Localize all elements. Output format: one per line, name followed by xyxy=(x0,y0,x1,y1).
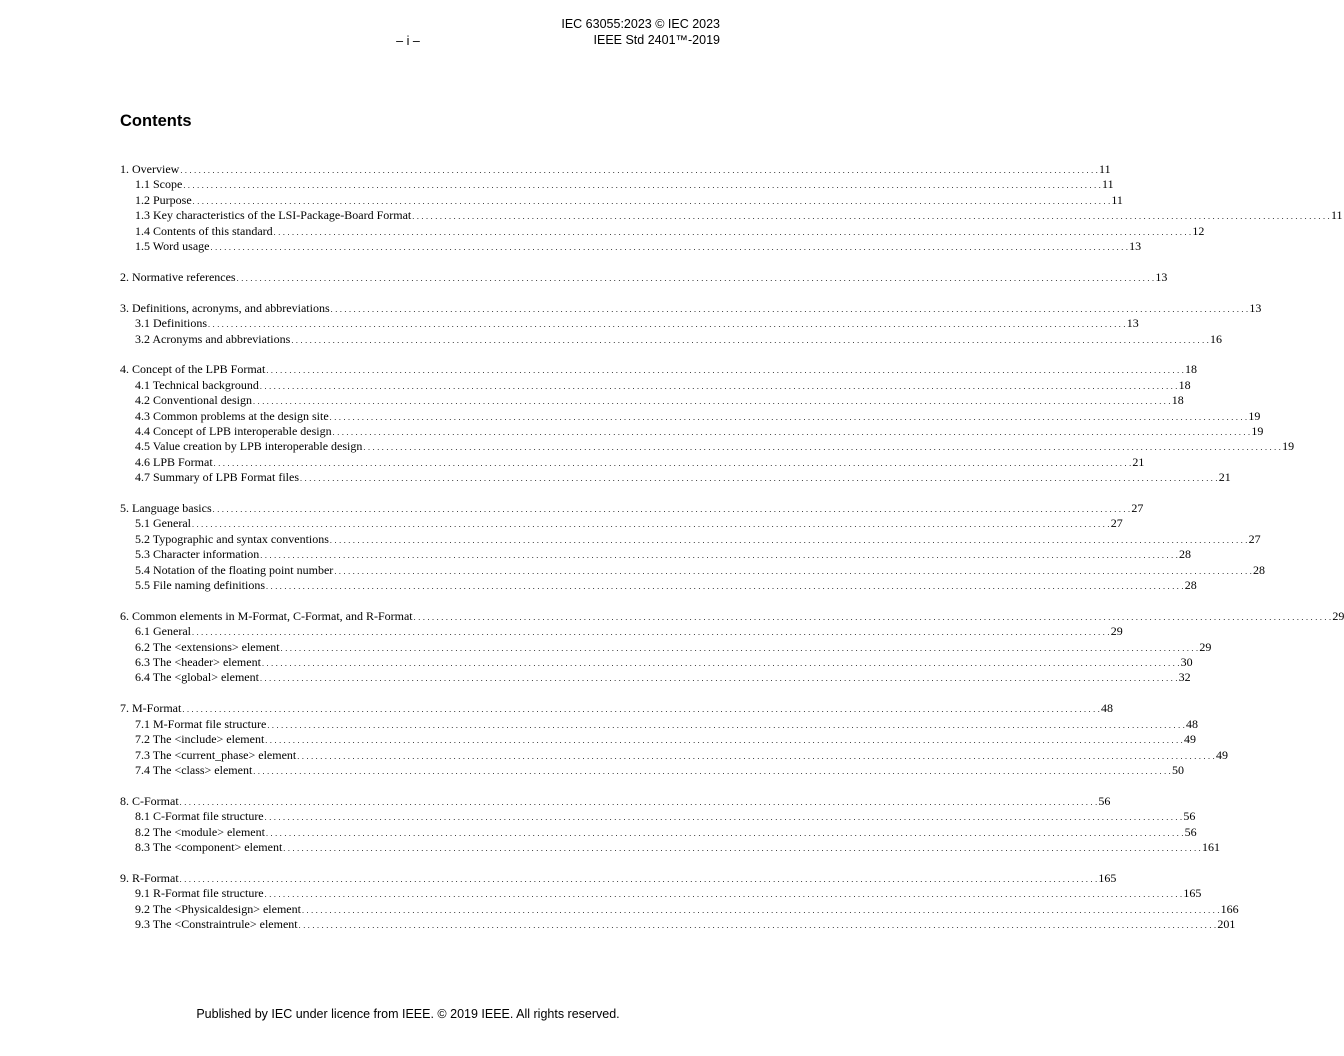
toc-dot-leader: . . . . . . . . . . . . . . . . . . . . . . . . . . . . . . . . . . . . . . . . . . . . . . . . . . . . . . . . . . . . . . . . . . . . . . . . . . . . . . . . . . . . . . . . . . . . . . . . . . . . . . . . . . . . . . . . . . . . . . . . . . . . . . . . . . . . . . . . . . . . . . . . . . . . . . . . . . . . . . . . . . . . . . . . . . . . . . . . . . . . . . . . . . . . . . . . . . . . . . . . xyxy=(260,551,1178,561)
toc-section xyxy=(120,362,1295,485)
toc-entry-title: 7.1 M-Format file structure xyxy=(135,716,267,731)
toc-subsection-entry[interactable] xyxy=(120,901,1239,917)
toc-entry-title: 9.1 R-Format file structure xyxy=(135,886,264,901)
toc-entry-page-number: 11 xyxy=(1330,208,1343,223)
toc-entry-page-number: 11 xyxy=(1102,177,1114,192)
toc-subsection-entry[interactable] xyxy=(120,516,1123,531)
toc-subsection-entry[interactable] xyxy=(120,393,1184,408)
toc-entry-page-number: 28 xyxy=(1179,547,1191,562)
toc-dot-leader: . . . . . . . . . . . . . . . . . . . . . . . . . . . . . . . . . . . . . . . . . . . . . . . . . . . . . . . . . . . . . . . . . . . . . . . . . . . . . . . . . . . . . . . . . . . . . . . . . . . . . . . . . . . . . . . . . . . . . . . . . . . . . . . . . . . . . . . . . . . . . . . . . . . . . . . . . . . . . . . . . . . . . . . . . . . . . . . . . . . . . . . . . . . . . . . . . . . . . . . . xyxy=(253,766,1171,776)
toc-dot-leader: . . . . . . . . . . . . . . . . . . . . . . . . . . . . . . . . . . . . . . . . . . . . . . . . . . . . . . . . . . . . . . . . . . . . . . . . . . . . . . . . . . . . . . . . . . . . . . . . . . . . . . . . . . . . . . . . . . . . . . . . . . . . . . . . . . . . . . . . . . . . . . . . . . . . . . . . . . . . . . . . . . . . . . . . . . . . . . . . . . . . . . . . . . . . . . . . . . . . . . . . xyxy=(283,843,1201,853)
toc-entry-page-number: 18 xyxy=(1171,393,1184,408)
toc-entry-page-number: 28 xyxy=(1184,577,1197,592)
toc-dot-leader: . . . . . . . . . . . . . . . . . . . . . . . . . . . . . . . . . . . . . . . . . . . . . . . . . . . . . . . . . . . . . . . . . . . . . . . . . . . . . . . . . . . . . . . . . . . . . . . . . . . . . . . . . . . . . . . . . . . . . . . . . . . . . . . . . . . . . . . . . . . . . . . . . . . . . . . . . . . . . . . . . . . . . . . . . . . . . . . . . . . . . . . . . . . . . . . . . . . . . . . . xyxy=(297,751,1215,761)
toc-entry-title: 4.2 Conventional design xyxy=(135,393,252,408)
toc-dot-leader: . . . . . . . . . . . . . . . . . . . . . . . . . . . . . . . . . . . . . . . . . . . . . . . . . . . . . . . . . . . . . . . . . . . . . . . . . . . . . . . . . . . . . . . . . . . . . . . . . . . . . . . . . . . . . . . . . . . . . . . . . . . . . . . . . . . . . . . . . . . . . . . . . . . . . . . . . . . . . . . . . . . . . . . . . . . . . . . . . . . . . . . . . . . . . . . . . . . . . . . . xyxy=(213,458,1132,468)
toc-entry-title: 6.2 The <extensions> element xyxy=(135,639,280,654)
toc-dot-leader: . . . . . . . . . . . . . . . . . . . . . . . . . . . . . . . . . . . . . . . . . . . . . . . . . . . . . . . . . . . . . . . . . . . . . . . . . . . . . . . . . . . . . . . . . . . . . . . . . . . . . . . . . . . . . . . . . . . . . . . . . . . . . . . . . . . . . . . . . . . . . . . . . . . . . . . . . . . . . . . . . . . . . . . . . . . . . . . . . . . . . . . . . . . . . . . . . . . . . . . . xyxy=(182,705,1101,715)
toc-entry-title: 5. Language basics xyxy=(120,501,212,516)
toc-subsection-entry[interactable] xyxy=(120,547,1191,562)
toc-subsection-entry[interactable] xyxy=(120,839,1220,855)
toc-entry-page-number: 13 xyxy=(1249,300,1262,315)
toc-subsection-entry[interactable] xyxy=(120,316,1139,331)
toc-entry-page-number: 12 xyxy=(1192,223,1205,238)
toc-section-entry[interactable] xyxy=(120,269,1168,285)
toc-section-entry[interactable] xyxy=(120,501,1144,516)
header-iec-id: IEC 63055:2023 © IEC 2023 xyxy=(561,17,720,31)
toc-section xyxy=(120,269,1168,285)
toc-subsection-entry[interactable] xyxy=(120,639,1212,655)
toc-entry-title: 8.2 The <module> element xyxy=(135,824,265,839)
toc-entry-page-number: 18 xyxy=(1185,362,1198,377)
toc-entry-title: 3.2 Acronyms and abbreviations xyxy=(135,331,291,346)
toc-subsection-entry[interactable] xyxy=(120,531,1261,547)
toc-subsection-entry[interactable] xyxy=(120,809,1196,824)
toc-dot-leader: . . . . . . . . . . . . . . . . . . . . . . . . . . . . . . . . . . . . . . . . . . . . . . . . . . . . . . . . . . . . . . . . . . . . . . . . . . . . . . . . . . . . . . . . . . . . . . . . . . . . . . . . . . . . . . . . . . . . . . . . . . . . . . . . . . . . . . . . . . . . . . . . . . . . . . . . . . . . . . . . . . . . . . . . . . . . . . . . . . . . . . . . . . . . . . . . . . . . . . . . xyxy=(267,720,1186,730)
toc-subsection-entry[interactable] xyxy=(120,655,1193,670)
toc-dot-leader: . . . . . . . . . . . . . . . . . . . . . . . . . . . . . . . . . . . . . . . . . . . . . . . . . . . . . . . . . . . . . . . . . . . . . . . . . . . . . . . . . . . . . . . . . . . . . . . . . . . . . . . . . . . . . . . . . . . . . . . . . . . . . . . . . . . . . . . . . . . . . . . . . . . . . . . . . . . . . . . . . . . . . . . . . . . . . . . . . . . . . . . . . . . . . . . . . . . . . . . . xyxy=(210,242,1129,252)
toc-dot-leader: . . . . . . . . . . . . . . . . . . . . . . . . . . . . . . . . . . . . . . . . . . . . . . . . . . . . . . . . . . . . . . . . . . . . . . . . . . . . . . . . . . . . . . . . . . . . . . . . . . . . . . . . . . . . . . . . . . . . . . . . . . . . . . . . . . . . . . . . . . . . . . . . . . . . . . . . . . . . . . . . . . . . . . . . . . . . . . . . . . . . . . . . . . . . . . . . . . . . . . . . xyxy=(265,736,1183,746)
toc-entry-page-number: 27 xyxy=(1248,531,1261,546)
toc-dot-leader: . . . . . . . . . . . . . . . . . . . . . . . . . . . . . . . . . . . . . . . . . . . . . . . . . . . . . . . . . . . . . . . . . . . . . . . . . . . . . . . . . . . . . . . . . . . . . . . . . . . . . . . . . . . . . . . . . . . . . . . . . . . . . . . . . . . . . . . . . . . . . . . . . . . . . . . . . . . . . . . . . . . . . . . . . . . . . . . . . . . . . . . . . . . . . . . . . . . . . . . . xyxy=(192,196,1111,206)
toc-section xyxy=(120,501,1266,593)
toc-subsection-entry[interactable] xyxy=(120,716,1199,732)
toc-subsection-entry[interactable] xyxy=(120,762,1184,778)
toc-entry-title: 5.2 Typographic and syntax conventions xyxy=(135,531,329,546)
toc-entry-title: 4.1 Technical background xyxy=(135,377,259,392)
toc-entry-title: 1.2 Purpose xyxy=(135,192,192,207)
toc-entry-page-number: 32 xyxy=(1178,670,1191,685)
toc-dot-leader: . . . . . . . . . . . . . . . . . . . . . . . . . . . . . . . . . . . . . . . . . . . . . . . . . . . . . . . . . . . . . . . . . . . . . . . . . . . . . . . . . . . . . . . . . . . . . . . . . . . . . . . . . . . . . . . . . . . . . . . . . . . . . . . . . . . . . . . . . . . . . . . . . . . . . . . . . . . . . . . . . . . . . . . . . . . . . . . . . . . . . . . . . . . . . . . . . . . . . . . . xyxy=(183,181,1102,191)
toc-entry-title: 4.3 Common problems at the design site xyxy=(135,408,329,423)
toc-entry-page-number: 27 xyxy=(1110,516,1123,531)
toc-entry-title: 8. C-Format xyxy=(120,793,179,808)
toc-dot-leader: . . . . . . . . . . . . . . . . . . . . . . . . . . . . . . . . . . . . . . . . . . . . . . . . . . . . . . . . . . . . . . . . . . . . . . . . . . . . . . . . . . . . . . . . . . . . . . . . . . . . . . . . . . . . . . . . . . . . . . . . . . . . . . . . . . . . . . . . . . . . . . . . . . . . . . . . . . . . . . . . . . . . . . . . . . . . . . . . . . . . . . . . . . . . . . . . . . . . . . . . xyxy=(413,612,1332,622)
toc-entry-page-number: 30 xyxy=(1180,655,1193,670)
toc-entry-title: 9.2 The <Physicaldesign> element xyxy=(135,901,301,916)
toc-entry-title: 6. Common elements in M-Format, C-Format, and R-Format xyxy=(120,608,413,623)
toc-entry-page-number: 21 xyxy=(1132,454,1145,469)
toc-entry-page-number: 48 xyxy=(1186,716,1199,731)
toc-entry-page-number: 19 xyxy=(1248,408,1261,423)
toc-entry-title: 5.3 Character information xyxy=(135,547,260,562)
toc-dot-leader: . . . . . . . . . . . . . . . . . . . . . . . . . . . . . . . . . . . . . . . . . . . . . . . . . . . . . . . . . . . . . . . . . . . . . . . . . . . . . . . . . . . . . . . . . . . . . . . . . . . . . . . . . . . . . . . . . . . . . . . . . . . . . . . . . . . . . . . . . . . . . . . . . . . . . . . . . . . . . . . . . . . . . . . . . . . . . . . . . . . . . . . . . . . . . . . . . . . . . . . . xyxy=(330,304,1249,314)
toc-subsection-entry[interactable] xyxy=(120,577,1197,593)
toc-subsection-entry[interactable] xyxy=(120,408,1261,424)
toc-entry-page-number: 56 xyxy=(1098,793,1111,808)
page-title: Contents xyxy=(120,112,192,130)
toc-entry-title: 1.3 Key characteristics of the LSI-Package-Board Format xyxy=(135,208,412,223)
toc-entry-page-number: 28 xyxy=(1253,562,1266,577)
toc-entry-page-number: 13 xyxy=(1129,238,1142,253)
toc-section xyxy=(120,162,1343,254)
toc-entry-page-number: 29 xyxy=(1332,608,1344,623)
toc-entry-page-number: 165 xyxy=(1183,886,1202,901)
toc-dot-leader: . . . . . . . . . . . . . . . . . . . . . . . . . . . . . . . . . . . . . . . . . . . . . . . . . . . . . . . . . . . . . . . . . . . . . . . . . . . . . . . . . . . . . . . . . . . . . . . . . . . . . . . . . . . . . . . . . . . . . . . . . . . . . . . . . . . . . . . . . . . . . . . . . . . . . . . . . . . . . . . . . . . . . . . . . . . . . . . . . . . . . . . . . . . . . . . . . . . . . . . . xyxy=(266,366,1185,376)
toc-entry-page-number: 18 xyxy=(1178,377,1191,392)
toc-subsection-entry[interactable] xyxy=(120,223,1205,239)
toc-entry-title: 3. Definitions, acronyms, and abbreviations xyxy=(120,300,330,315)
toc-entry-title: 2. Normative references xyxy=(120,269,236,284)
toc-entry-page-number: 11 xyxy=(1111,192,1123,207)
toc-dot-leader: . . . . . . . . . . . . . . . . . . . . . . . . . . . . . . . . . . . . . . . . . . . . . . . . . . . . . . . . . . . . . . . . . . . . . . . . . . . . . . . . . . . . . . . . . . . . . . . . . . . . . . . . . . . . . . . . . . . . . . . . . . . . . . . . . . . . . . . . . . . . . . . . . . . . . . . . . . . . . . . . . . . . . . . . . . . . . . . . . . . . . . . . . . . . . . . . . . . . . . . . xyxy=(261,659,1180,669)
toc-section xyxy=(120,870,1239,933)
toc-section xyxy=(120,300,1262,347)
toc-entry-page-number: 11 xyxy=(1099,162,1111,176)
page-number: – i – xyxy=(396,34,420,48)
toc-subsection-entry[interactable] xyxy=(120,177,1114,192)
toc-entry-page-number: 29 xyxy=(1110,624,1123,639)
toc-entry-title: 8.3 The <component> element xyxy=(135,839,283,854)
toc-dot-leader: . . . . . . . . . . . . . . . . . . . . . . . . . . . . . . . . . . . . . . . . . . . . . . . . . . . . . . . . . . . . . . . . . . . . . . . . . . . . . . . . . . . . . . . . . . . . . . . . . . . . . . . . . . . . . . . . . . . . . . . . . . . . . . . . . . . . . . . . . . . . . . . . . . . . . . . . . . . . . . . . . . . . . . . . . . . . . . . . . . . . . . . . . . . . . . . . . . . . . . . . xyxy=(363,443,1282,453)
toc-subsection-entry[interactable] xyxy=(120,423,1264,439)
toc-entry-page-number: 161 xyxy=(1201,839,1220,854)
toc-section-entry[interactable] xyxy=(120,300,1262,316)
toc-dot-leader: . . . . . . . . . . . . . . . . . . . . . . . . . . . . . . . . . . . . . . . . . . . . . . . . . . . . . . . . . . . . . . . . . . . . . . . . . . . . . . . . . . . . . . . . . . . . . . . . . . . . . . . . . . . . . . . . . . . . . . . . . . . . . . . . . . . . . . . . . . . . . . . . . . . . . . . . . . . . . . . . . . . . . . . . . . . . . . . . . . . . . . . . . . . . . . . . . . . . . . . . xyxy=(280,643,1199,653)
toc-entry-title: 6.4 The <global> element xyxy=(135,670,259,685)
toc-dot-leader: . . . . . . . . . . . . . . . . . . . . . . . . . . . . . . . . . . . . . . . . . . . . . . . . . . . . . . . . . . . . . . . . . . . . . . . . . . . . . . . . . . . . . . . . . . . . . . . . . . . . . . . . . . . . . . . . . . . . . . . . . . . . . . . . . . . . . . . . . . . . . . . . . . . . . . . . . . . . . . . . . . . . . . . . . . . . . . . . . . . . . . . . . . . . . . . . . . . . . . . . xyxy=(253,397,1171,407)
toc-subsection-entry[interactable] xyxy=(120,208,1343,223)
toc-dot-leader: . . . . . . . . . . . . . . . . . . . . . . . . . . . . . . . . . . . . . . . . . . . . . . . . . . . . . . . . . . . . . . . . . . . . . . . . . . . . . . . . . . . . . . . . . . . . . . . . . . . . . . . . . . . . . . . . . . . . . . . . . . . . . . . . . . . . . . . . . . . . . . . . . . . . . . . . . . . . . . . . . . . . . . . . . . . . . . . . . . . . . . . . . . . . . . . . . . . . . . . . xyxy=(329,535,1248,545)
toc-entry-title: 3.1 Definitions xyxy=(135,316,207,331)
toc-section-entry[interactable] xyxy=(120,870,1117,886)
toc-dot-leader: . . . . . . . . . . . . . . . . . . . . . . . . . . . . . . . . . . . . . . . . . . . . . . . . . . . . . . . . . . . . . . . . . . . . . . . . . . . . . . . . . . . . . . . . . . . . . . . . . . . . . . . . . . . . . . . . . . . . . . . . . . . . . . . . . . . . . . . . . . . . . . . . . . . . . . . . . . . . . . . . . . . . . . . . . . . . . . . . . . . . . . . . . . . . . . . . . . . . . . . . xyxy=(291,335,1210,345)
toc-dot-leader: . . . . . . . . . . . . . . . . . . . . . . . . . . . . . . . . . . . . . . . . . . . . . . . . . . . . . . . . . . . . . . . . . . . . . . . . . . . . . . . . . . . . . . . . . . . . . . . . . . . . . . . . . . . . . . . . . . . . . . . . . . . . . . . . . . . . . . . . . . . . . . . . . . . . . . . . . . . . . . . . . . . . . . . . . . . . . . . . . . . . . . . . . . . . . . . . . . . . . . . . xyxy=(300,474,1218,484)
toc-dot-leader: . . . . . . . . . . . . . . . . . . . . . . . . . . . . . . . . . . . . . . . . . . . . . . . . . . . . . . . . . . . . . . . . . . . . . . . . . . . . . . . . . . . . . . . . . . . . . . . . . . . . . . . . . . . . . . . . . . . . . . . . . . . . . . . . . . . . . . . . . . . . . . . . . . . . . . . . . . . . . . . . . . . . . . . . . . . . . . . . . . . . . . . . . . . . . . . . . . . . . . . . xyxy=(264,890,1183,900)
toc-entry-page-number: 166 xyxy=(1220,901,1239,916)
toc-entry-title: 1.1 Scope xyxy=(135,177,183,192)
toc-subsection-entry[interactable] xyxy=(120,747,1228,763)
toc-dot-leader: . . . . . . . . . . . . . . . . . . . . . . . . . . . . . . . . . . . . . . . . . . . . . . . . . . . . . . . . . . . . . . . . . . . . . . . . . . . . . . . . . . . . . . . . . . . . . . . . . . . . . . . . . . . . . . . . . . . . . . . . . . . . . . . . . . . . . . . . . . . . . . . . . . . . . . . . . . . . . . . . . . . . . . . . . . . . . . . . . . . . . . . . . . . . . . . . . . . . . . . . xyxy=(298,921,1217,931)
toc-dot-leader: . . . . . . . . . . . . . . . . . . . . . . . . . . . . . . . . . . . . . . . . . . . . . . . . . . . . . . . . . . . . . . . . . . . . . . . . . . . . . . . . . . . . . . . . . . . . . . . . . . . . . . . . . . . . . . . . . . . . . . . . . . . . . . . . . . . . . . . . . . . . . . . . . . . . . . . . . . . . . . . . . . . . . . . . . . . . . . . . . . . . . . . . . . . . . . . . . . . . . . . . xyxy=(301,905,1220,915)
toc-entry-title: 4.6 LPB Format xyxy=(135,454,213,469)
toc-section-entry[interactable] xyxy=(120,162,1111,177)
toc-section xyxy=(120,701,1228,778)
toc-entry-page-number: 27 xyxy=(1131,501,1144,516)
toc-dot-leader: . . . . . . . . . . . . . . . . . . . . . . . . . . . . . . . . . . . . . . . . . . . . . . . . . . . . . . . . . . . . . . . . . . . . . . . . . . . . . . . . . . . . . . . . . . . . . . . . . . . . . . . . . . . . . . . . . . . . . . . . . . . . . . . . . . . . . . . . . . . . . . . . . . . . . . . . . . . . . . . . . . . . . . . . . . . . . . . . . . . . . . . . . . . . . . . . . . . . . . . . xyxy=(212,505,1131,515)
toc-entry-title: 4. Concept of the LPB Format xyxy=(120,362,266,377)
toc-entry-title: 1. Overview xyxy=(120,162,180,176)
toc-entry-title: 7. M-Format xyxy=(120,701,182,716)
toc-dot-leader: . . . . . . . . . . . . . . . . . . . . . . . . . . . . . . . . . . . . . . . . . . . . . . . . . . . . . . . . . . . . . . . . . . . . . . . . . . . . . . . . . . . . . . . . . . . . . . . . . . . . . . . . . . . . . . . . . . . . . . . . . . . . . . . . . . . . . . . . . . . . . . . . . . . . . . . . . . . . . . . . . . . . . . . . . . . . . . . . . . . . . . . . . . . . . . . . . . . . . . . . xyxy=(264,813,1183,823)
toc-subsection-entry[interactable] xyxy=(120,238,1142,254)
toc-entry-title: 7.3 The <current_phase> element xyxy=(135,747,297,762)
toc-dot-leader: . . . . . . . . . . . . . . . . . . . . . . . . . . . . . . . . . . . . . . . . . . . . . . . . . . . . . . . . . . . . . . . . . . . . . . . . . . . . . . . . . . . . . . . . . . . . . . . . . . . . . . . . . . . . . . . . . . . . . . . . . . . . . . . . . . . . . . . . . . . . . . . . . . . . . . . . . . . . . . . . . . . . . . . . . . . . . . . . . . . . . . . . . . . . . . . . . . . . . . . . xyxy=(179,797,1098,807)
toc-entry-title: 8.1 C-Format file structure xyxy=(135,809,264,824)
toc-section-entry[interactable] xyxy=(120,362,1198,377)
toc-entry-title: 6.3 The <header> element xyxy=(135,655,261,670)
toc-subsection-entry[interactable] xyxy=(120,670,1191,685)
toc-entry-page-number: 19 xyxy=(1251,423,1264,438)
toc-entry-title: 5.1 General xyxy=(135,516,191,531)
toc-subsection-entry[interactable] xyxy=(120,454,1145,470)
toc-dot-leader: . . . . . . . . . . . . . . . . . . . . . . . . . . . . . . . . . . . . . . . . . . . . . . . . . . . . . . . . . . . . . . . . . . . . . . . . . . . . . . . . . . . . . . . . . . . . . . . . . . . . . . . . . . . . . . . . . . . . . . . . . . . . . . . . . . . . . . . . . . . . . . . . . . . . . . . . . . . . . . . . . . . . . . . . . . . . . . . . . . . . . . . . . . . . . . . . . . . . . . . . xyxy=(180,166,1099,175)
toc-entry-page-number: 29 xyxy=(1199,639,1212,654)
toc-entry-title: 6.1 General xyxy=(135,624,191,639)
toc-entry-title: 5.4 Notation of the floating point number xyxy=(135,562,334,577)
toc-entry-title: 5.5 File naming definitions xyxy=(135,577,265,592)
toc-dot-leader: . . . . . . . . . . . . . . . . . . . . . . . . . . . . . . . . . . . . . . . . . . . . . . . . . . . . . . . . . . . . . . . . . . . . . . . . . . . . . . . . . . . . . . . . . . . . . . . . . . . . . . . . . . . . . . . . . . . . . . . . . . . . . . . . . . . . . . . . . . . . . . . . . . . . . . . . . . . . . . . . . . . . . . . . . . . . . . . . . . . . . . . . . . . . . . . . . . . . . . . . xyxy=(259,381,1178,391)
toc-section-entry[interactable] xyxy=(120,608,1344,624)
toc-entry-page-number: 49 xyxy=(1183,732,1196,747)
toc-entry-page-number: 19 xyxy=(1282,439,1295,454)
toc-dot-leader: . . . . . . . . . . . . . . . . . . . . . . . . . . . . . . . . . . . . . . . . . . . . . . . . . . . . . . . . . . . . . . . . . . . . . . . . . . . . . . . . . . . . . . . . . . . . . . . . . . . . . . . . . . . . . . . . . . . . . . . . . . . . . . . . . . . . . . . . . . . . . . . . . . . . . . . . . . . . . . . . . . . . . . . . . . . . . . . . . . . . . . . . . . . . . . . . . . . . . . . . xyxy=(236,273,1155,283)
toc-subsection-entry[interactable] xyxy=(120,192,1123,208)
toc-subsection-entry[interactable] xyxy=(120,886,1202,901)
toc-dot-leader: . . . . . . . . . . . . . . . . . . . . . . . . . . . . . . . . . . . . . . . . . . . . . . . . . . . . . . . . . . . . . . . . . . . . . . . . . . . . . . . . . . . . . . . . . . . . . . . . . . . . . . . . . . . . . . . . . . . . . . . . . . . . . . . . . . . . . . . . . . . . . . . . . . . . . . . . . . . . . . . . . . . . . . . . . . . . . . . . . . . . . . . . . . . . . . . . . . . . . . . . xyxy=(179,874,1098,884)
toc-dot-leader: . . . . . . . . . . . . . . . . . . . . . . . . . . . . . . . . . . . . . . . . . . . . . . . . . . . . . . . . . . . . . . . . . . . . . . . . . . . . . . . . . . . . . . . . . . . . . . . . . . . . . . . . . . . . . . . . . . . . . . . . . . . . . . . . . . . . . . . . . . . . . . . . . . . . . . . . . . . . . . . . . . . . . . . . . . . . . . . . . . . . . . . . . . . . . . . . . . . . . . . . xyxy=(191,628,1110,638)
toc-entry-page-number: 48 xyxy=(1101,701,1114,716)
toc-entry-page-number: 56 xyxy=(1183,809,1196,824)
toc-section xyxy=(120,608,1344,686)
toc-entry-title: 4.7 Summary of LPB Format files xyxy=(135,470,299,485)
toc-entry-title: 9. R-Format xyxy=(120,870,179,885)
table-of-contents xyxy=(120,162,1344,948)
toc-dot-leader: . . . . . . . . . . . . . . . . . . . . . . . . . . . . . . . . . . . . . . . . . . . . . . . . . . . . . . . . . . . . . . . . . . . . . . . . . . . . . . . . . . . . . . . . . . . . . . . . . . . . . . . . . . . . . . . . . . . . . . . . . . . . . . . . . . . . . . . . . . . . . . . . . . . . . . . . . . . . . . . . . . . . . . . . . . . . . . . . . . . . . . . . . . . . . . . . . . . . . . . . xyxy=(266,581,1184,591)
toc-entry-title: 1.4 Contents of this standard xyxy=(135,223,273,238)
toc-dot-leader: . . . . . . . . . . . . . . . . . . . . . . . . . . . . . . . . . . . . . . . . . . . . . . . . . . . . . . . . . . . . . . . . . . . . . . . . . . . . . . . . . . . . . . . . . . . . . . . . . . . . . . . . . . . . . . . . . . . . . . . . . . . . . . . . . . . . . . . . . . . . . . . . . . . . . . . . . . . . . . . . . . . . . . . . . . . . . . . . . . . . . . . . . . . . . . . . . . . . . . . . xyxy=(412,212,1330,222)
toc-dot-leader: . . . . . . . . . . . . . . . . . . . . . . . . . . . . . . . . . . . . . . . . . . . . . . . . . . . . . . . . . . . . . . . . . . . . . . . . . . . . . . . . . . . . . . . . . . . . . . . . . . . . . . . . . . . . . . . . . . . . . . . . . . . . . . . . . . . . . . . . . . . . . . . . . . . . . . . . . . . . . . . . . . . . . . . . . . . . . . . . . . . . . . . . . . . . . . . . . . . . . . . . xyxy=(273,227,1192,237)
toc-dot-leader: . . . . . . . . . . . . . . . . . . . . . . . . . . . . . . . . . . . . . . . . . . . . . . . . . . . . . . . . . . . . . . . . . . . . . . . . . . . . . . . . . . . . . . . . . . . . . . . . . . . . . . . . . . . . . . . . . . . . . . . . . . . . . . . . . . . . . . . . . . . . . . . . . . . . . . . . . . . . . . . . . . . . . . . . . . . . . . . . . . . . . . . . . . . . . . . . . . . . . . . . xyxy=(332,427,1251,437)
toc-entry-page-number: 50 xyxy=(1171,762,1184,777)
toc-dot-leader: . . . . . . . . . . . . . . . . . . . . . . . . . . . . . . . . . . . . . . . . . . . . . . . . . . . . . . . . . . . . . . . . . . . . . . . . . . . . . . . . . . . . . . . . . . . . . . . . . . . . . . . . . . . . . . . . . . . . . . . . . . . . . . . . . . . . . . . . . . . . . . . . . . . . . . . . . . . . . . . . . . . . . . . . . . . . . . . . . . . . . . . . . . . . . . . . . . . . . . . . xyxy=(265,828,1184,838)
toc-subsection-entry[interactable] xyxy=(120,624,1123,639)
toc-subsection-entry[interactable] xyxy=(120,824,1197,840)
toc-entry-page-number: 16 xyxy=(1210,331,1223,346)
toc-subsection-entry[interactable] xyxy=(120,562,1266,578)
toc-entry-page-number: 201 xyxy=(1217,917,1236,932)
toc-entry-title: 4.5 Value creation by LPB interoperable design xyxy=(135,439,363,454)
toc-entry-page-number: 49 xyxy=(1215,747,1228,762)
toc-entry-page-number: 165 xyxy=(1098,870,1117,885)
toc-subsection-entry[interactable] xyxy=(120,732,1196,747)
toc-entry-page-number: 56 xyxy=(1184,824,1197,839)
toc-entry-page-number: 21 xyxy=(1218,470,1231,485)
toc-subsection-entry[interactable] xyxy=(120,331,1223,347)
toc-dot-leader: . . . . . . . . . . . . . . . . . . . . . . . . . . . . . . . . . . . . . . . . . . . . . . . . . . . . . . . . . . . . . . . . . . . . . . . . . . . . . . . . . . . . . . . . . . . . . . . . . . . . . . . . . . . . . . . . . . . . . . . . . . . . . . . . . . . . . . . . . . . . . . . . . . . . . . . . . . . . . . . . . . . . . . . . . . . . . . . . . . . . . . . . . . . . . . . . . . . . . . . . xyxy=(259,674,1178,684)
toc-entry-title: 7.2 The <include> element xyxy=(135,732,265,747)
toc-entry-title: 4.4 Concept of LPB interoperable design xyxy=(135,423,332,438)
toc-section-entry[interactable] xyxy=(120,793,1111,809)
toc-entry-page-number: 13 xyxy=(1126,316,1139,331)
toc-entry-page-number: 13 xyxy=(1155,269,1168,284)
toc-dot-leader: . . . . . . . . . . . . . . . . . . . . . . . . . . . . . . . . . . . . . . . . . . . . . . . . . . . . . . . . . . . . . . . . . . . . . . . . . . . . . . . . . . . . . . . . . . . . . . . . . . . . . . . . . . . . . . . . . . . . . . . . . . . . . . . . . . . . . . . . . . . . . . . . . . . . . . . . . . . . . . . . . . . . . . . . . . . . . . . . . . . . . . . . . . . . . . . . . . . . . . . . xyxy=(191,520,1110,530)
toc-dot-leader: . . . . . . . . . . . . . . . . . . . . . . . . . . . . . . . . . . . . . . . . . . . . . . . . . . . . . . . . . . . . . . . . . . . . . . . . . . . . . . . . . . . . . . . . . . . . . . . . . . . . . . . . . . . . . . . . . . . . . . . . . . . . . . . . . . . . . . . . . . . . . . . . . . . . . . . . . . . . . . . . . . . . . . . . . . . . . . . . . . . . . . . . . . . . . . . . . . . . . . . . xyxy=(208,320,1126,330)
toc-subsection-entry[interactable] xyxy=(120,917,1236,932)
toc-subsection-entry[interactable] xyxy=(120,470,1231,485)
toc-entry-title: 9.3 The <Constraintrule> element xyxy=(135,917,298,932)
page-footer: Published by IEC under licence from IEEE. © 2019 IEEE. All rights reserved. xyxy=(196,1007,620,1021)
toc-subsection-entry[interactable] xyxy=(120,439,1295,454)
toc-section-entry[interactable] xyxy=(120,701,1114,716)
header-ieee-id: IEEE Std 2401™-2019 xyxy=(593,33,720,47)
toc-section xyxy=(120,793,1220,856)
toc-entry-title: 1.5 Word usage xyxy=(135,238,210,253)
toc-dot-leader: . . . . . . . . . . . . . . . . . . . . . . . . . . . . . . . . . . . . . . . . . . . . . . . . . . . . . . . . . . . . . . . . . . . . . . . . . . . . . . . . . . . . . . . . . . . . . . . . . . . . . . . . . . . . . . . . . . . . . . . . . . . . . . . . . . . . . . . . . . . . . . . . . . . . . . . . . . . . . . . . . . . . . . . . . . . . . . . . . . . . . . . . . . . . . . . . . . . . . . . . xyxy=(334,566,1253,576)
toc-subsection-entry[interactable] xyxy=(120,377,1191,393)
toc-entry-title: 7.4 The <class> element xyxy=(135,762,253,777)
toc-dot-leader: . . . . . . . . . . . . . . . . . . . . . . . . . . . . . . . . . . . . . . . . . . . . . . . . . . . . . . . . . . . . . . . . . . . . . . . . . . . . . . . . . . . . . . . . . . . . . . . . . . . . . . . . . . . . . . . . . . . . . . . . . . . . . . . . . . . . . . . . . . . . . . . . . . . . . . . . . . . . . . . . . . . . . . . . . . . . . . . . . . . . . . . . . . . . . . . . . . . . . . . . xyxy=(329,412,1248,422)
